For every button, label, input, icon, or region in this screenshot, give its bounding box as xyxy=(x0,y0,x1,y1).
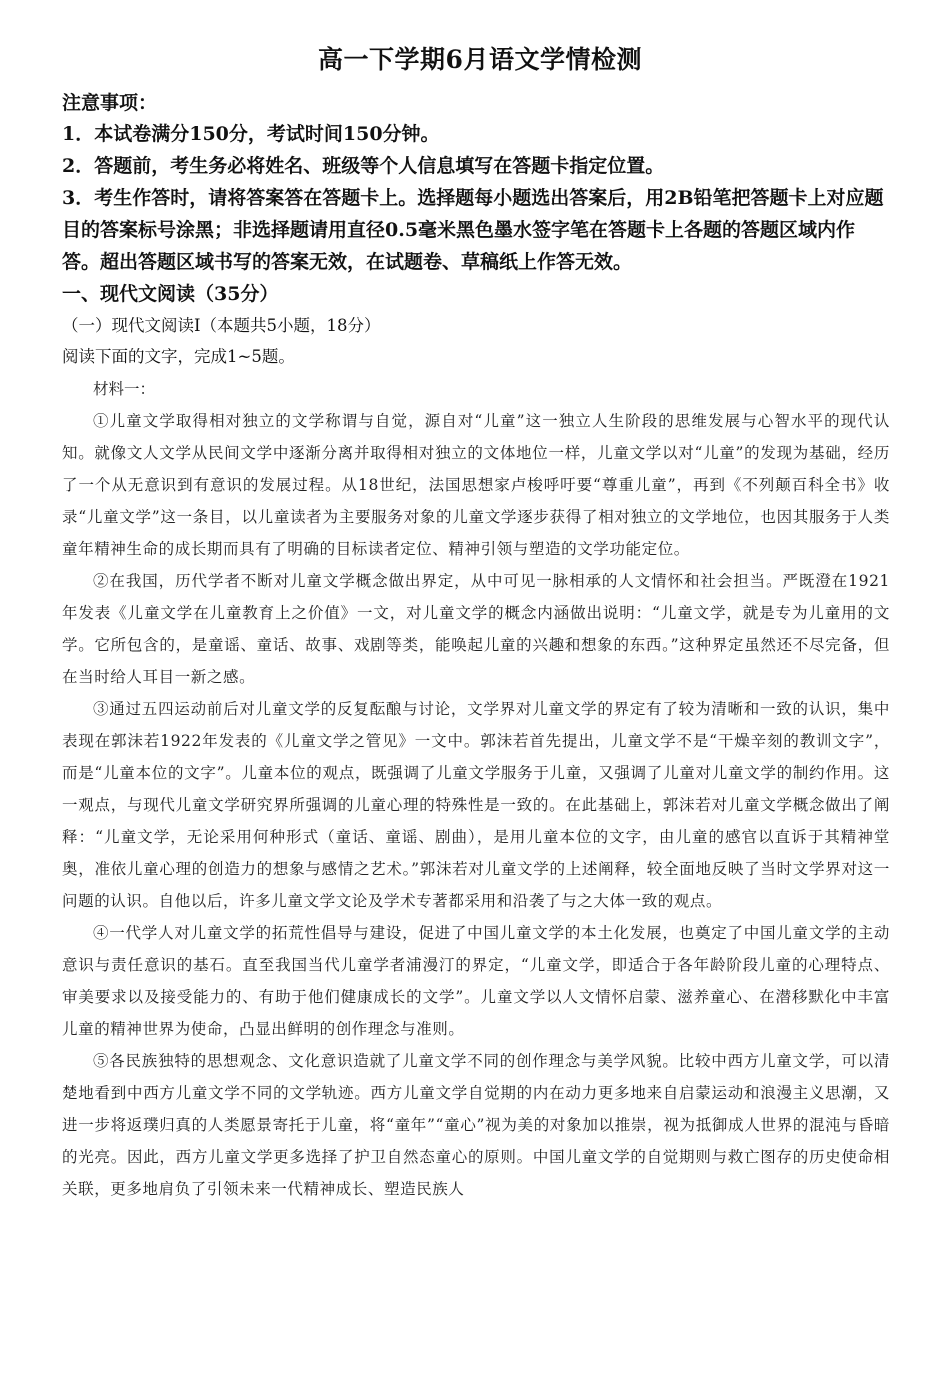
paragraph-3: ③通过五四运动前后对儿童文学的反复酝酿与讨论，文学界对儿童文学的界定有了较为清晰和一致的认识，集中表现在郭沫若1922年发表的《儿童文学之管见》一文中。郭沫若首先提出，儿童文学不是“干燥辛刻的教训文字”，而是“儿童本位的文字”。儿童本位的观点，既强调了儿童文学服务于儿童，又强调了儿童对儿童文学的制约作用。这一观点，与现代儿童文学研究界所强调的儿童心理的特殊性是一致的。在此基础上，郭沫若对儿童文学概念做出了阐释：“儿童文学，无论采用何种形式（童话、童谣、剧曲），是用儿童本位的文字，由儿童的感官以直诉于其精神堂奥，准依儿童心理的创造力的想象与感情之艺术。”郭沫若对儿童文学的上述阐释，较全面地反映了当时文学界对这一问题的认识。自他以后，许多儿童文学文论及学术专著都采用和沿袭了与之大体一致的观点。 xyxy=(62,700,890,910)
subsection-heading: （一）现代文阅读Ⅰ（本题共5小题，18分） xyxy=(62,316,381,335)
notes-heading: 注意事项： xyxy=(62,92,158,114)
section-heading: 一、现代文阅读（35分） xyxy=(62,283,279,305)
paragraph-1: ①儿童文学取得相对独立的文学称谓与自觉，源自对“儿童”这一独立人生阶段的思维发展与心智水平的现代认知。就像文人文学从民间文学中逐渐分离并取得相对独立的文体地位一样，儿童文学以对“儿童”的发现为基础，经历了一个从无意识到有意识的发展过程。从18世纪，法国思想家卢梭呼吁要“尊重儿童”，再到《不列颠百科全书》收录“儿童文学”这一条目，以儿童读者为主要服务对象的儿童文学逐步获得了相对独立的文学地位，也因其服务于人类童年精神生命的成长期而具有了明确的目标读者定位、精神引领与塑造的文学功能定位。 xyxy=(62,412,890,558)
note-item-3: 3．考生作答时，请将答案答在答题卡上。选择题每小题选出答案后，用2B铅笔把答题卡上对应题目的答案标号涂黑；非选择题请用直径0.5毫米黑色墨水签字笔在答题卡上各题的答题区域内作答。超出答题区域书写的答案无效，在试题卷、草稿纸上作答无效。 xyxy=(62,187,884,273)
paragraph-5: ⑤各民族独特的思想观念、文化意识造就了儿童文学不同的创作理念与美学风貌。比较中西方儿童文学，可以清楚地看到中西方儿童文学不同的文学轨迹。西方儿童文学自觉期的内在动力更多地来自启蒙运动和浪漫主义思潮，又进一步将返璞归真的人类愿景寄托于儿童，将“童年”“童心”视为美的对象加以推崇，视为抵御成人世界的混沌与昏暗的光亮。因此，西方儿童文学更多选择了护卫自然态童心的原则。中国儿童文学的自觉期则与救亡图存的历史使命相关联，更多地肩负了引领未来一代精神成长、塑造民族人 xyxy=(62,1052,890,1198)
note-item-2: 2．答题前，考生务必将姓名、班级等个人信息填写在答题卡指定位置。 xyxy=(62,155,665,177)
reading-instruction: 阅读下面的文字，完成1~5题。 xyxy=(62,347,295,366)
paragraph-2: ②在我国，历代学者不断对儿童文学概念做出界定，从中可见一脉相承的人文情怀和社会担当。严既澄在1921年发表《儿童文学在儿童教育上之价值》一文，对儿童文学的概念内涵做出说明：“儿童文学，就是专为儿童用的文学。它所包含的，是童谣、童话、故事、戏剧等类，能唤起儿童的兴趣和想象的东西。”这种界定虽然还不尽完备，但在当时给人耳目一新之感。 xyxy=(62,572,890,686)
material-label: 材料一： xyxy=(93,380,156,398)
note-item-1: 1．本试卷满分150分，考试时间150分钟。 xyxy=(62,123,440,145)
paragraph-4: ④一代学人对儿童文学的拓荒性倡导与建设，促进了中国儿童文学的本土化发展，也奠定了中国儿童文学的主动意识与责任意识的基石。直至我国当代儿童学者浦漫汀的界定，“儿童文学，即适合于各年龄阶段儿童的心理特点、审美要求以及接受能力的、有助于他们健康成长的文学”。儿童文学以人文情怀启蒙、滋养童心、在潜移默化中丰富儿童的精神世界为使命，凸显出鲜明的创作理念与准则。 xyxy=(62,924,890,1038)
exam-title: 高一下学期6月语文学情检测 xyxy=(318,45,642,74)
